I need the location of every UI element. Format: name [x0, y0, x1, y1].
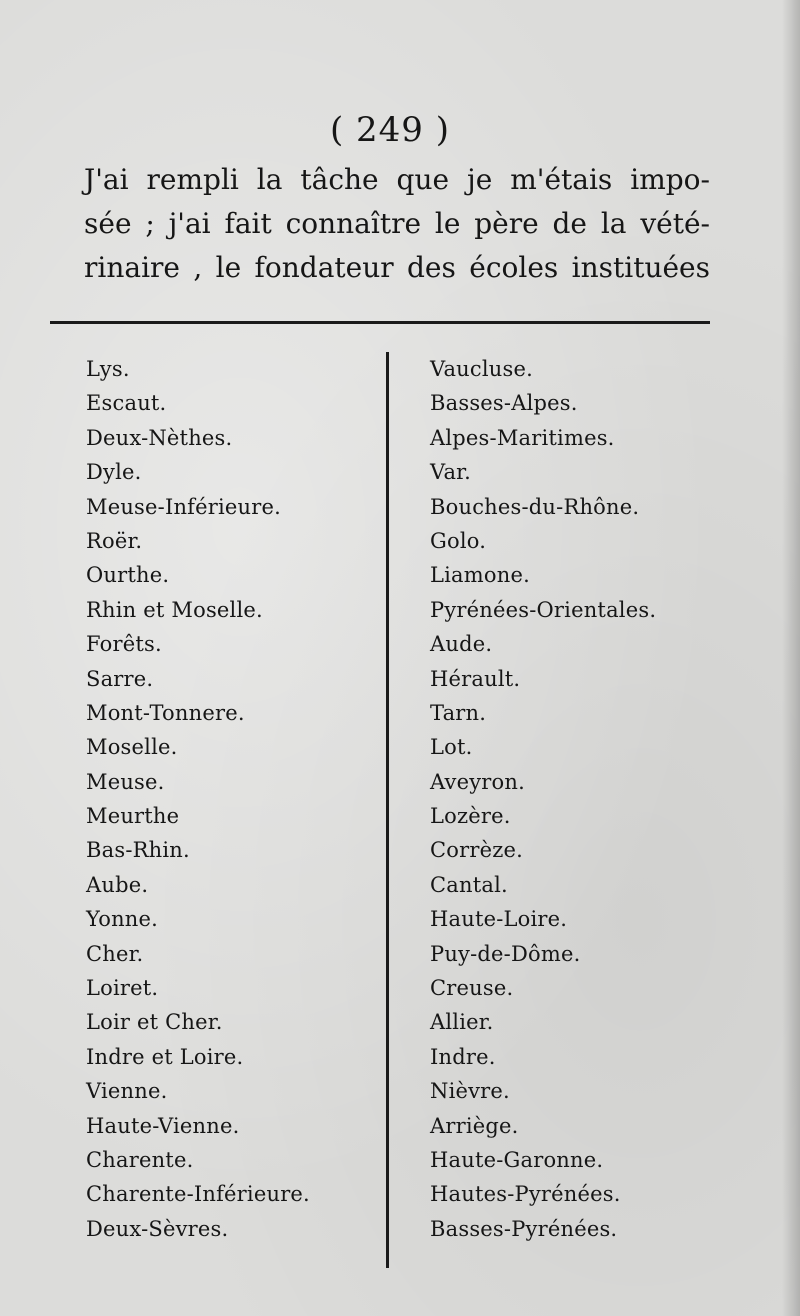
page-edge-shadow	[782, 0, 800, 1316]
list-item: Bas-Rhin.	[86, 838, 190, 863]
list-item: Puy-de-Dôme.	[430, 941, 581, 966]
list-item: Mont-Tonnere.	[86, 700, 245, 725]
list-item: Alpes-Maritimes.	[430, 425, 615, 450]
list-item: Rhin et Moselle.	[86, 597, 263, 622]
list-item: Aube.	[86, 872, 149, 897]
list-item: Charente-Inférieure.	[86, 1182, 310, 1207]
list-item: Forêts.	[86, 632, 162, 657]
list-item: Aveyron.	[430, 769, 525, 794]
list-item: Indre et Loire.	[86, 1044, 244, 1069]
list-item: Charente.	[86, 1147, 194, 1172]
list-item: Vienne.	[86, 1079, 168, 1104]
list-item: Aude.	[430, 632, 493, 657]
list-item: Cher.	[86, 941, 144, 966]
departments-right-column	[430, 352, 656, 1246]
list-item: Yonne.	[86, 907, 159, 932]
list-item: Deux-Nèthes.	[86, 425, 233, 450]
list-item: Cantal.	[430, 872, 508, 897]
list-item: Lot.	[430, 735, 473, 760]
list-item: Dyle.	[86, 460, 142, 485]
list-item: Corrèze.	[430, 838, 523, 863]
list-item: Golo.	[430, 528, 487, 553]
list-item: Allier.	[430, 1010, 494, 1035]
list-item: Tarn.	[430, 700, 487, 725]
list-item: Meuse-Inférieure.	[86, 494, 282, 519]
list-item: Sarre.	[86, 666, 154, 691]
list-item: Haute-Garonne.	[430, 1147, 604, 1172]
list-item: Lozère.	[430, 804, 511, 829]
list-item: Roër.	[86, 528, 143, 553]
list-item: Escaut.	[86, 391, 167, 416]
list-item: Pyrénées-Orientales.	[430, 597, 657, 622]
list-item: Loir et Cher.	[86, 1010, 223, 1035]
list-item: Arriège.	[430, 1113, 519, 1138]
column-divider	[386, 352, 389, 1268]
list-item: Indre.	[430, 1044, 496, 1069]
list-item: Var.	[430, 460, 471, 485]
page-number: ( 249 )	[329, 110, 451, 150]
intro-line-3: rinaire , le fondateur des écoles instituées	[84, 251, 710, 284]
list-item: Meuse.	[86, 769, 165, 794]
intro-line-1: J'ai rempli la tâche que je m'étais impo-	[84, 163, 710, 196]
list-item: Lys.	[86, 357, 130, 381]
list-item: Haute-Loire.	[430, 907, 568, 932]
list-item: Bouches-du-Rhône.	[430, 494, 640, 519]
list-item: Nièvre.	[430, 1079, 510, 1104]
list-item: Hérault.	[430, 666, 521, 691]
horizontal-rule	[50, 321, 710, 324]
list-item: Ourthe.	[86, 563, 170, 588]
list-item: Basses-Alpes.	[430, 391, 578, 416]
list-item: Loiret.	[86, 976, 159, 1001]
list-item: Liamone.	[430, 563, 530, 588]
departments-left-column	[86, 352, 310, 1246]
list-item: Moselle.	[86, 735, 178, 760]
list-item: Meurthe	[86, 804, 180, 829]
list-item: Haute-Vienne.	[86, 1113, 240, 1138]
list-item: Vaucluse.	[430, 357, 533, 381]
intro-paragraph	[84, 158, 710, 290]
list-item: Deux-Sèvres.	[86, 1216, 229, 1241]
intro-line-2: sée ; j'ai fait connaître le père de la vété-	[84, 207, 710, 240]
list-item: Basses-Pyrénées.	[430, 1216, 618, 1241]
list-item: Hautes-Pyrénées.	[430, 1182, 621, 1207]
list-item: Creuse.	[430, 976, 514, 1001]
